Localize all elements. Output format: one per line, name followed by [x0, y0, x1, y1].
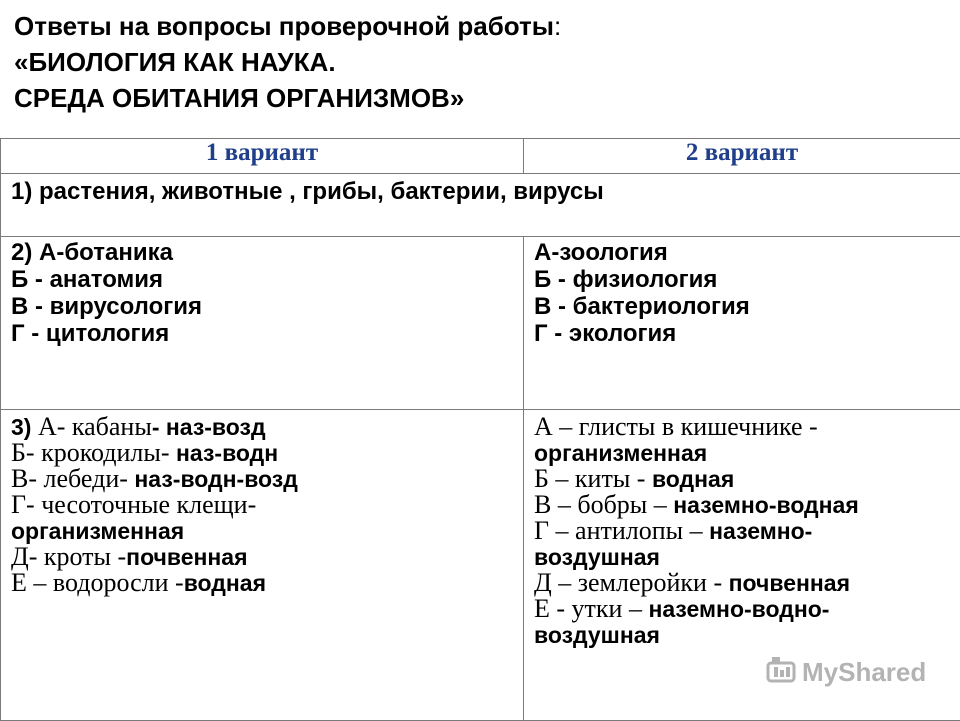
title-line-2: «БИОЛОГИЯ КАК НАУКА.	[14, 44, 561, 80]
item-answer: почвенная	[126, 544, 247, 570]
page-title	[14, 8, 561, 116]
row1-cell	[1, 174, 960, 237]
item-text: Б – киты -	[534, 464, 652, 493]
row3-v2-line	[534, 622, 960, 648]
item-text: Г- чесоточные клещи-	[11, 490, 256, 519]
item-text: Д- кроты -	[11, 542, 126, 571]
item-text: В – бобры –	[534, 490, 673, 519]
row3-v1-line	[11, 414, 523, 440]
row2-v1-line: 2) А-ботаника	[11, 239, 523, 266]
header-variant-1: 1 вариант	[1, 139, 524, 174]
row2-variant-2-cell	[524, 237, 960, 410]
row3-v1-line	[11, 440, 523, 466]
item-text: Б- крокодилы-	[11, 438, 176, 467]
item-answer: наземно-водная	[673, 492, 858, 518]
row2-v2-line: А-зоология	[534, 239, 960, 266]
row1-answer: 1) растения, животные , грибы, бактерии, вирусы	[1, 174, 960, 205]
item-answer: наз-водн-возд	[134, 466, 297, 492]
item-answer: водная	[652, 466, 734, 492]
item-text: А- кабаны	[31, 412, 151, 441]
title-line-1-text: Ответы на вопросы проверочной работы	[14, 11, 554, 41]
row3-v1-line	[11, 492, 523, 518]
question-number: 3)	[11, 414, 31, 440]
row2-v2-line: В - бактериология	[534, 293, 960, 320]
table-row	[1, 174, 960, 237]
header-variant-2: 2 вариант	[524, 139, 960, 174]
row3-v2-line	[534, 518, 960, 544]
row3-v2-line	[534, 466, 960, 492]
item-text: Е – водоросли -	[11, 568, 184, 597]
row3-variant-1-cell	[1, 410, 524, 721]
item-answer: почвенная	[729, 570, 850, 596]
item-answer: воздушная	[534, 622, 660, 648]
row2-variant-1-cell	[1, 237, 524, 410]
title-line-1	[14, 8, 561, 44]
row3-v2-line	[534, 596, 960, 622]
item-text: Д – землеройки -	[534, 568, 729, 597]
item-text: Г – антилопы –	[534, 516, 709, 545]
row3-v2-line	[534, 544, 960, 570]
row2-v1-line: В - вирусология	[11, 293, 523, 320]
row3-v2-line	[534, 440, 960, 466]
item-answer: наземно-водно-	[648, 596, 829, 622]
title-colon: :	[554, 11, 561, 41]
item-answer: организменная	[11, 518, 184, 544]
row2-v2-line: Б - физиология	[534, 266, 960, 293]
item-text: В- лебеди-	[11, 464, 134, 493]
myshared-watermark[interactable]	[766, 655, 926, 690]
watermark-text: MyShared	[802, 657, 926, 688]
row3-v1-line	[11, 570, 523, 596]
item-answer: водная	[184, 570, 266, 596]
item-text: А – глисты в кишечнике -	[534, 412, 818, 441]
row2-v2-line: Г - экология	[534, 320, 960, 347]
myshared-logo-icon	[766, 655, 796, 690]
title-line-3: СРЕДА ОБИТАНИЯ ОРГАНИЗМОВ»	[14, 80, 561, 116]
row3-v1-line	[11, 544, 523, 570]
row3-v2-line	[534, 492, 960, 518]
item-text: Е - утки –	[534, 594, 648, 623]
item-answer: воздушная	[534, 544, 660, 570]
row2-v1-line: Г - цитология	[11, 320, 523, 347]
row3-v1-line	[11, 518, 523, 544]
row3-v2-line	[534, 570, 960, 596]
row3-v1-line	[11, 466, 523, 492]
row3-v2-line	[534, 414, 960, 440]
answers-table	[0, 138, 960, 721]
row2-v1-line: Б - анатомия	[11, 266, 523, 293]
table-row	[1, 237, 960, 410]
item-answer: - наз-возд	[152, 414, 266, 440]
item-answer: наземно-	[709, 518, 812, 544]
item-answer: организменная	[534, 440, 707, 466]
item-answer: наз-водн	[176, 440, 278, 466]
header-row	[1, 139, 960, 174]
